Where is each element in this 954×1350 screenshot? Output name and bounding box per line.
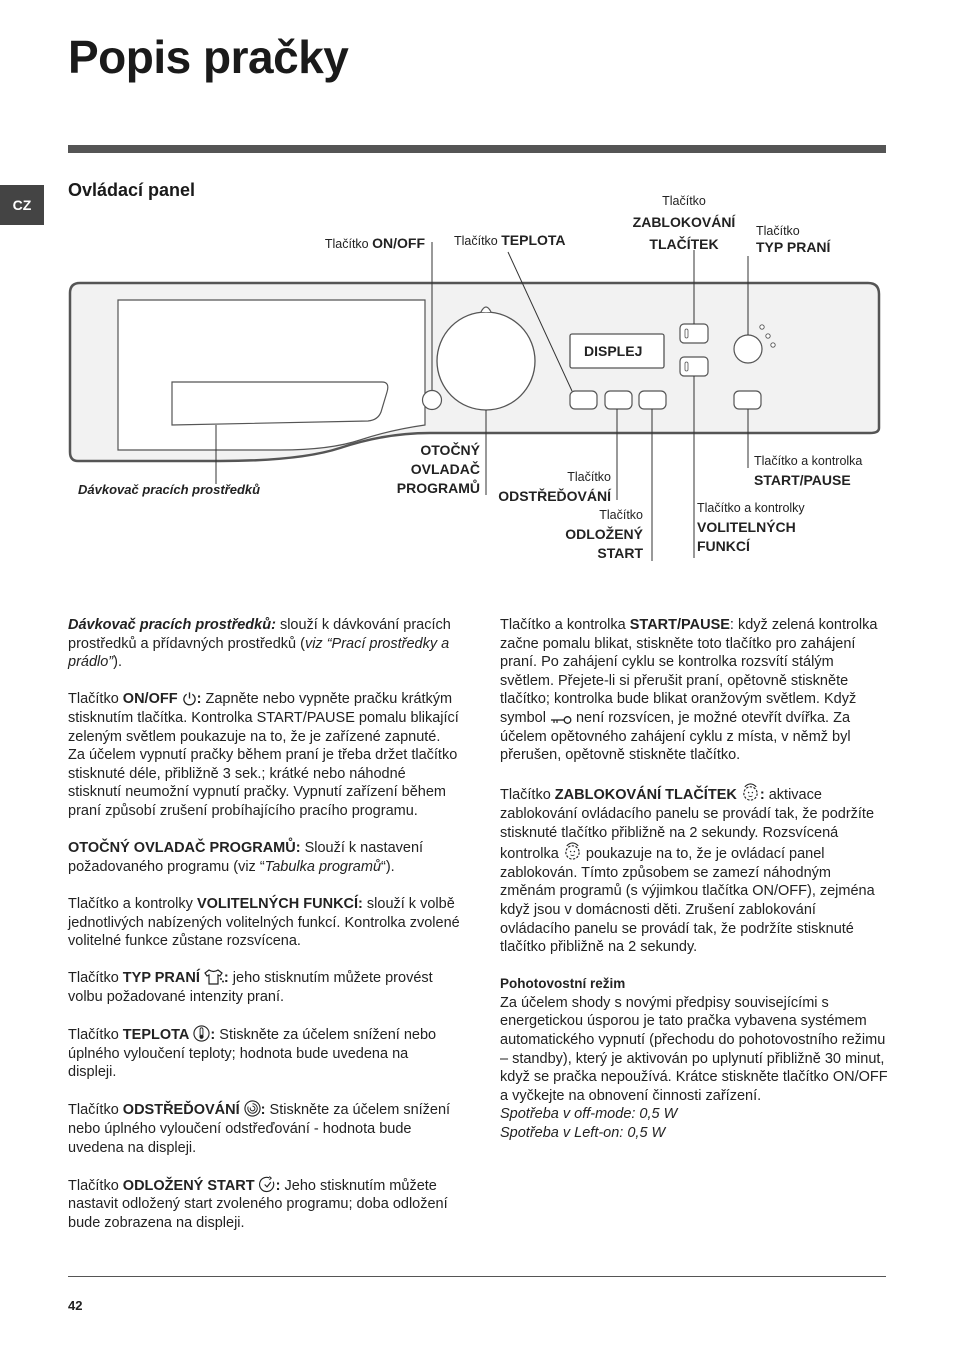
label-typ-prani	[756, 223, 830, 255]
label-zablokovani	[624, 192, 744, 255]
drawer-outline	[118, 300, 425, 450]
standby-consumption-off: Spotřeba v off-mode: 0,5 W	[500, 1106, 678, 1123]
para-delay-start: Tlačítko ODLOŽENÝ START : Jeho stisknutím můžete nastavit odložený start zvoleného programu; doba odložení bude zobrazena na displeji.	[68, 1177, 448, 1231]
standby-consumption-lefton: Spotřeba v Left-on: 0,5 W	[500, 1125, 666, 1142]
label-odlozeny-line1: ODLOŽENÝ	[565, 526, 643, 542]
page-number: 42	[68, 1298, 83, 1313]
label-odstredovani-prefix: Tlačítko	[567, 470, 611, 484]
shirt-icon	[204, 969, 224, 985]
para-temperature: Tlačítko TEPLOTA : Stiskněte za účelem snížení nebo úplného vyloučení teploty; hodnota bude uvedena na displeji.	[68, 1027, 437, 1081]
right-column	[500, 616, 890, 1143]
label-onoff-prefix: Tlačítko	[324, 237, 369, 251]
language-tab: CZ	[0, 185, 44, 225]
label-odlozeny-start	[565, 506, 643, 563]
para-onoff: Tlačítko ON/OFF : Zapněte nebo vypněte pračku krátkým stisknutím tlačítka. Kontrolka START/PAUSE pomalu blikající zeleným světlem poukazuje na to, že je zařízené zapnuté. Za účelem vypnutí pračky během praní je třeba držet tlačítko stisknuté déle, přibližně 3 sek.; krátké nebo náhodné stisknutí neumožní vypnutí pračky. Vypnutí zařízení během praní způsobí zrušení probíhajícího pracího programu.	[68, 691, 459, 819]
standby-heading: Pohotovostní režim	[500, 976, 626, 992]
delay-clock-icon	[259, 1176, 276, 1193]
wash-type-button-shape	[734, 335, 762, 363]
label-volitelne-prefix: Tlačítko a kontrolky	[697, 501, 805, 515]
para-standby: Za účelem shody s novými předpisy souvisejícími s energetickou úsporou je tato pračka vybavena systémem automatického vypnutí (přechodu do pohotovostního režimu – standby), který je aktivován po uplynutí přibližně 30 minut, když se pračka nepoužívá. Krátce stiskněte tlačítko ON/OFF a vyčkejte na obnovení činnosti zařízení.	[500, 994, 888, 1104]
label-typ-prani-prefix: Tlačítko	[756, 224, 800, 238]
label-displej: DISPLEJ	[584, 343, 643, 359]
child-lock-icon	[741, 783, 760, 802]
label-dispenser: Dávkovač pracích prostředků	[78, 482, 261, 497]
key-icon	[550, 715, 572, 725]
child-lock-icon-inline	[563, 842, 582, 861]
program-knob-shape	[437, 312, 535, 410]
label-start-prefix: Tlačítko a kontrolka	[754, 454, 863, 468]
onoff-button-shape	[423, 391, 442, 410]
para-wash-type: Tlačítko TYP PRANÍ : jeho stisknutím můžete provést volbu požadované intenzity praní.	[68, 970, 433, 1005]
label-zablokovani-line1: ZABLOKOVÁNÍ	[632, 214, 736, 230]
label-odlozeny-line2: START	[597, 545, 643, 561]
drawer-handle	[172, 382, 388, 425]
para-dispenser: Dávkovač pracích prostředků: slouží k dávkování pracích prostředků a přídavných prostředků (viz “Prací prostředky a prádlo”).	[68, 617, 451, 671]
label-odlozeny-prefix: Tlačítko	[599, 508, 643, 522]
left-column	[68, 616, 460, 1233]
label-volitelne	[697, 499, 805, 556]
page-title: Popis pračky	[68, 31, 349, 83]
spin-icon	[244, 1100, 261, 1117]
label-knob-line2: OVLADAČ	[410, 461, 480, 477]
label-onoff	[325, 234, 425, 254]
para-start-pause: Tlačítko a kontrolka START/PAUSE: když zelená kontrolka začne pomalu blikat, stiskněte toto tlačítko pro zahájení praní. Po zahájení cyklu se kontrolka rozsvítí stálým světlem. Přejete-li si přerušit praní, opětovně stiskněte tlačítko; kontrolka bude blikat oranžovým světlem. Když symbol není rozsvícen, je možné otevřít dvířka. Za účelem opětovného zahájení cyklu z místa, v němž byl přerušen, opětovně stiskněte tlačítko.	[500, 617, 878, 764]
lock-button-shape	[680, 324, 708, 343]
label-start-pause	[754, 452, 862, 490]
para-lock: Tlačítko ZABLOKOVÁNÍ TLAČÍTEK : aktivace zablokování ovládacího panelu se provádí tak, že podržíte stisknuté tlačítko přibližně na 2 sekundy. Rozsvícená kontrolka poukazuje na to, že je ovládací panel zablokován. Tímto způsobem se zamezí náhodným změnám programů (s výjimkou tlačítka ON/OFF), zejména když jsou v domácnosti děti. Zrušení zablokování ovládacího panelu se provádí tak, že podržíte stisknuté tlačítko přibližně na 2 sekundy.	[500, 783, 890, 956]
label-teplota	[454, 231, 566, 251]
spin-button-shape	[605, 391, 632, 409]
label-knob-line1: OTOČNÝ	[420, 442, 480, 458]
temp-button-shape	[570, 391, 597, 409]
para-spin: Tlačítko ODSTŘEĎOVÁNÍ : Stiskněte za účelem snížení nebo úplného vyloučení odstřeďování - hodnota bude uvedena na displeji.	[68, 1102, 451, 1156]
label-typ-prani-name: TYP PRANÍ	[756, 239, 831, 255]
para-options: Tlačítko a kontrolky VOLITELNÝCH FUNKCÍ: slouží k volbě jednotlivých nabízených volitelných funkcí. Kontrolka zvolené volitelné funkce zůstane rozsvícena.	[68, 895, 460, 950]
label-teplota-prefix: Tlačítko	[454, 234, 498, 248]
label-start-name: START/PAUSE	[754, 472, 851, 488]
label-onoff-name: ON/OFF	[372, 235, 425, 251]
label-odstredovani-name: ODSTŘEĎOVÁNÍ	[498, 488, 611, 504]
start-pause-button-shape	[734, 391, 761, 409]
label-knob-line3: PROGRAMŮ	[396, 480, 480, 496]
thermometer-icon	[193, 1025, 210, 1042]
label-zablokovani-prefix: Tlačítko	[662, 194, 706, 208]
label-odstredovani	[498, 468, 611, 506]
label-teplota-name: TEPLOTA	[501, 232, 566, 248]
label-volitelne-line1: VOLITELNÝCH	[697, 519, 796, 535]
footer-rule	[68, 1276, 886, 1277]
label-volitelne-line2: FUNKCÍ	[697, 538, 750, 554]
label-program-knob	[397, 441, 480, 498]
label-zablokovani-line2: TLAČÍTEK	[649, 236, 719, 252]
para-program-knob: OTOČNÝ OVLADAČ PROGRAMŮ: Slouží k nastavení požadovaného programu (viz “Tabulka programů“).	[68, 840, 424, 875]
power-icon	[182, 691, 197, 706]
control-panel-diagram	[0, 0, 954, 600]
option-button-shape	[680, 357, 708, 376]
delay-button-shape	[639, 391, 666, 409]
section-title: Ovládací panel	[68, 180, 196, 200]
